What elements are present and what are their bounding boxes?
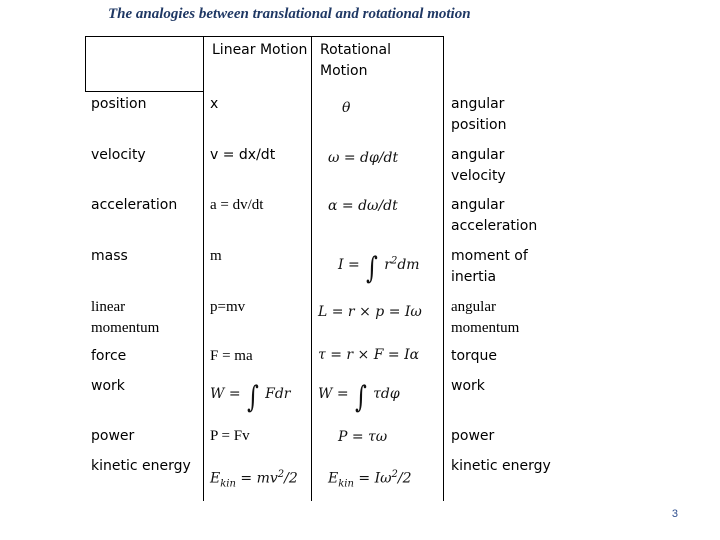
linear-power: P = Fv	[210, 428, 250, 444]
rotational-power-formula: P = τω	[338, 429, 388, 445]
name-angular-acceleration: angular acceleration	[451, 197, 538, 234]
rotational-force-formula: τ = r × F = Iα	[318, 347, 420, 363]
rotational-mass-formula: I = ∫ $r^2dm$	[338, 251, 420, 286]
row-label-mass: mass	[91, 248, 128, 264]
table-header-bottom	[85, 91, 204, 92]
linear-momentum: p=mv	[210, 299, 246, 315]
header-linear-motion: Linear Motion	[212, 42, 308, 58]
rotational-kinetic-energy-formula: $E_{kin} = I\omega^2/2$	[328, 469, 412, 490]
slide-title: The analogies between translational and rotational motion	[108, 6, 471, 22]
page-number: 3	[671, 508, 678, 520]
linear-velocity: v = dx/dt	[210, 147, 276, 163]
linear-position: x	[210, 96, 219, 112]
table-divider-2	[311, 36, 312, 501]
rotational-acceleration-formula: α = dω/dt	[328, 198, 398, 214]
rotational-work-formula: W = ∫ τdφ	[318, 380, 400, 415]
rotational-momentum-formula: L = r × p = Iω	[318, 304, 422, 320]
header-rotational-motion: Rotational Motion	[320, 42, 392, 79]
name-angular-position: angular position	[451, 96, 507, 133]
row-label-work: work	[91, 378, 125, 394]
rotational-position-formula: θ	[342, 100, 351, 116]
name-moment-of-inertia: moment of inertia	[451, 248, 528, 285]
name-work: work	[451, 378, 485, 394]
table-divider-1	[203, 36, 204, 501]
linear-work-formula: W = ∫ Fdr	[210, 380, 291, 415]
row-label-kinetic-energy: kinetic energy	[91, 458, 191, 474]
table-divider-3	[443, 36, 444, 501]
name-torque: torque	[451, 348, 497, 364]
row-label-velocity: velocity	[91, 147, 146, 163]
linear-acceleration: a = dv/dt	[210, 197, 264, 213]
name-angular-momentum: angular momentum	[451, 299, 520, 336]
linear-force: F = ma	[210, 348, 253, 364]
name-kinetic-energy: kinetic energy	[451, 458, 551, 474]
row-label-power: power	[91, 428, 135, 444]
name-angular-velocity: angular velocity	[451, 147, 506, 184]
table-border-left	[85, 36, 86, 91]
table-border-top	[85, 36, 444, 37]
rotational-velocity-formula: ω = dφ/dt	[328, 150, 399, 166]
row-label-acceleration: acceleration	[91, 197, 178, 213]
linear-mass: m	[210, 248, 222, 264]
row-label-force: force	[91, 348, 127, 364]
row-label-linear-momentum: linear momentum	[91, 299, 160, 336]
linear-kinetic-energy-formula: $E_{kin} = mv^2/2$	[210, 469, 298, 490]
row-label-position: position	[91, 96, 147, 112]
name-power: power	[451, 428, 495, 444]
